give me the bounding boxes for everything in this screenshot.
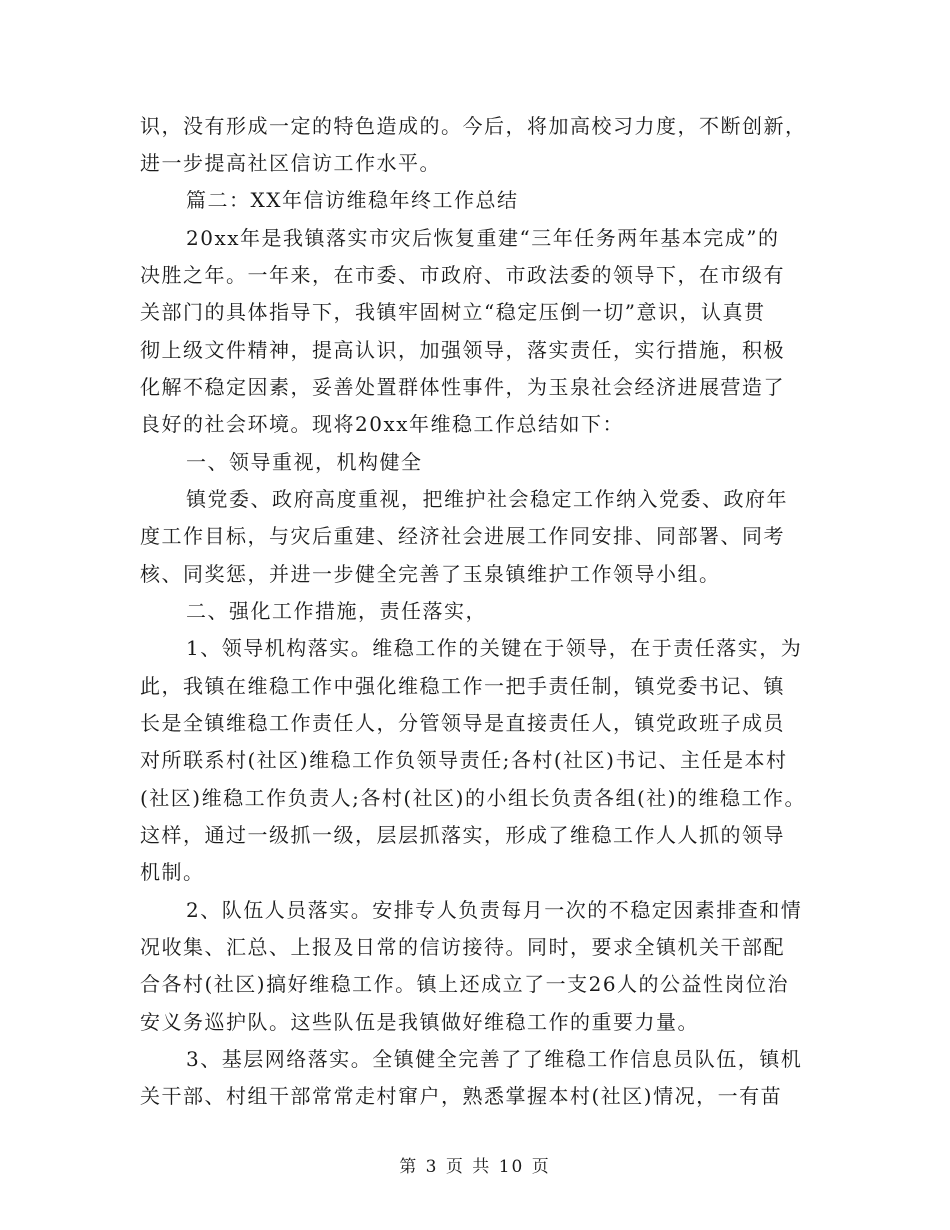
text-line: 识，没有形成一定的特色造成的。今后，将加高校习力度，不断创新， bbox=[140, 114, 807, 138]
text-line: 合各村(社区)搞好维稳工作。镇上还成立了一支26人的公益性岗位治 bbox=[140, 972, 790, 996]
text-line: 镇党委、政府高度重视，把维护社会稳定工作纳入党委、政府年 bbox=[186, 487, 788, 511]
section-heading: 一、领导重视，机构健全 bbox=[186, 450, 423, 474]
text-line: 20xx年是我镇落实市灾后恢复重建“三年任务两年基本完成”的 bbox=[186, 226, 780, 250]
section-heading: 二、强化工作措施，责任落实， bbox=[186, 599, 487, 623]
text-line: 2、队伍人员落实。安排专人负责每月一次的不稳定因素排查和情 bbox=[186, 898, 803, 922]
page-number: 第 3 页 共 10 页 bbox=[399, 1157, 551, 1177]
text-line: 对所联系村(社区)维稳工作负领导责任;各村(社区)书记、主任是本村 bbox=[140, 748, 788, 772]
text-line: 3、基层网络落实。全镇健全完善了了维稳工作信息员队伍，镇机 bbox=[186, 1047, 803, 1071]
text-line: 这样，通过一级抓一级，层层抓落实，形成了维稳工作人人抓的领导 bbox=[140, 823, 785, 847]
text-line: 关部门的具体指导下，我镇牢固树立“稳定压倒一切”意识，认真贯 bbox=[140, 300, 766, 324]
text-line: 进一步提高社区信访工作水平。 bbox=[140, 151, 441, 175]
text-line: 长是全镇维稳工作责任人，分管领导是直接责任人，镇党政班子成员 bbox=[140, 711, 785, 735]
text-line: (社区)维稳工作负责人;各村(社区)的小组长负责各组(社)的维稳工作。 bbox=[140, 786, 807, 810]
section-heading: 篇二：XX年信访维稳年终工作总结 bbox=[186, 188, 519, 212]
text-line: 彻上级文件精神，提高认识，加强领导，落实责任，实行措施，积极 bbox=[140, 338, 785, 362]
text-line: 安义务巡护队。这些队伍是我镇做好维稳工作的重要力量。 bbox=[140, 1010, 699, 1034]
text-line: 此，我镇在维稳工作中强化维稳工作一把手责任制，镇党委书记、镇 bbox=[140, 674, 785, 698]
text-line: 1、领导机构落实。维稳工作的关键在于领导，在于责任落实，为 bbox=[186, 636, 803, 660]
text-line: 关干部、村组干部常常走村窜户，熟悉掌握本村(社区)情况，一有苗 bbox=[140, 1084, 783, 1108]
text-line: 况收集、汇总、上报及日常的信访接待。同时，要求全镇机关干部配 bbox=[140, 935, 785, 959]
text-line: 良好的社会环境。现将20xx年维稳工作总结如下： bbox=[140, 412, 625, 436]
text-line: 化解不稳定因素，妥善处置群体性事件，为玉泉社会经济进展营造了 bbox=[140, 375, 785, 399]
text-line: 决胜之年。一年来，在市委、市政府、市政法委的领导下，在市级有 bbox=[140, 263, 785, 287]
text-line: 机制。 bbox=[140, 860, 205, 884]
text-line: 核、同奖惩，并进一步健全完善了玉泉镇维护工作领导小组。 bbox=[140, 562, 721, 586]
text-line: 度工作目标，与灾后重建、经济社会进展工作同安排、同部署、同考 bbox=[140, 524, 785, 548]
